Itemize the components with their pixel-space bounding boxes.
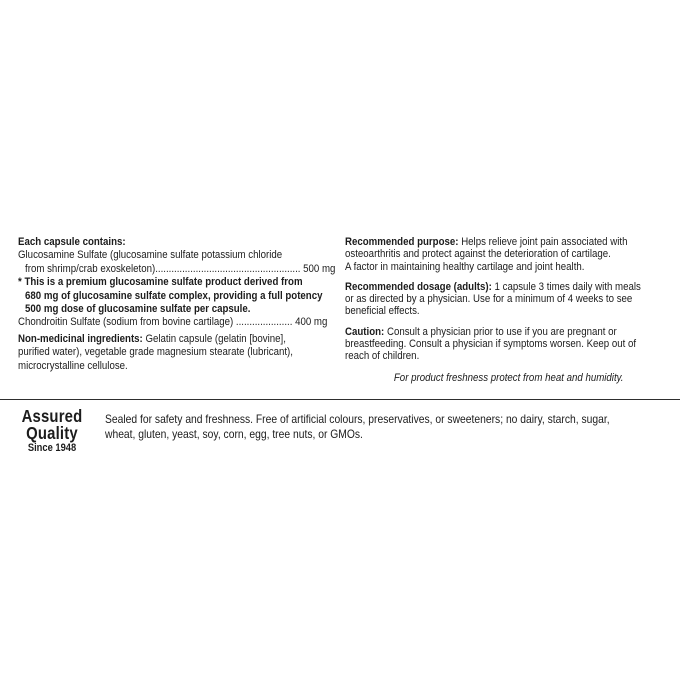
caution-line2: breastfeeding. Consult a physician if symptoms worsen. Keep out of (345, 338, 637, 351)
caution-line3: reach of children. (345, 350, 420, 363)
premium-footnote-text1: This is a premium glucosamine sulfate product derived from (24, 276, 303, 289)
dosage-label: Recommended dosage (adults): (345, 280, 492, 293)
non-medicinal-text1: Gelatin capsule (gelatin [bovine], (145, 332, 286, 345)
badge-since-1948: Since 1948 (27, 442, 77, 454)
purpose-line3: A factor in maintaining healthy cartilage and joint health. (345, 260, 585, 273)
freshness-note: For product freshness protect from heat and humidity. (393, 371, 624, 384)
caution-label: Caution: (345, 325, 385, 338)
dosage-line1 (345, 281, 672, 293)
non-medicinal-paragraph (18, 333, 345, 373)
glucosamine-ingredient-line2: from shrimp/crab exoskeleton)...................................................... 500 mg (25, 262, 336, 275)
assured-quality-badge (20, 408, 85, 455)
chondroitin-ingredient-line: Chondroitin Sulfate (sodium from bovine cartilage) ..................... 400 mg (18, 316, 328, 329)
caution-text1: Consult a physician prior to use if you are pregnant or (386, 325, 617, 338)
asterisk-marker: * (18, 276, 22, 289)
premium-footnote-line1 (18, 276, 345, 289)
ingredients-column (18, 236, 345, 373)
dosage-text1: 1 capsule 3 times daily with meals (494, 280, 641, 293)
quality-statement (105, 412, 655, 442)
directions-column (345, 236, 672, 384)
badge-word-quality: Quality (26, 422, 78, 443)
purpose-text1: Helps relieve joint pain associated with (461, 236, 628, 248)
caution-paragraph (345, 326, 672, 363)
recommended-dosage-paragraph (345, 281, 672, 318)
recommended-purpose-paragraph (345, 236, 672, 273)
premium-footnote-line3: 500 mg dose of glucosamine sulfate per capsule. (25, 303, 251, 316)
purpose-line2: osteoarthritis and protect against the deterioration of cartilage. (345, 248, 611, 261)
non-medicinal-line2: purified water), vegetable grade magnesium stearate (lubricant), (18, 346, 293, 359)
glucosamine-ingredient-line1: Glucosamine Sulfate (glucosamine sulfate potassium chloride (18, 249, 283, 262)
non-medicinal-line3: microcrystalline cellulose. (18, 359, 128, 372)
each-capsule-heading: Each capsule contains: (18, 236, 126, 248)
badge-word-assured: Assured (21, 406, 83, 426)
divider-rule (0, 399, 680, 400)
premium-footnote-line2: 680 mg of glucosamine sulfate complex, providing a full potency (25, 289, 323, 302)
dosage-line3: beneficial effects. (345, 305, 420, 318)
quality-statement-line1: Sealed for safety and freshness. Free of artificial colours, preservatives, or sweeteners; no dairy, starch, sugar, (105, 412, 610, 426)
caution-line1 (345, 326, 672, 338)
dosage-line2: or as directed by a physician. Use for a minimum of 4 weeks to see (345, 293, 633, 306)
purpose-label: Recommended purpose: (345, 236, 459, 248)
non-medicinal-line1 (18, 333, 345, 346)
quality-statement-line2: wheat, gluten, yeast, soy, corn, egg, tree nuts, or GMOs. (105, 427, 363, 441)
non-medicinal-label: Non-medicinal ingredients: (18, 332, 143, 345)
premium-footnote (18, 276, 345, 316)
purpose-line1 (345, 236, 672, 248)
